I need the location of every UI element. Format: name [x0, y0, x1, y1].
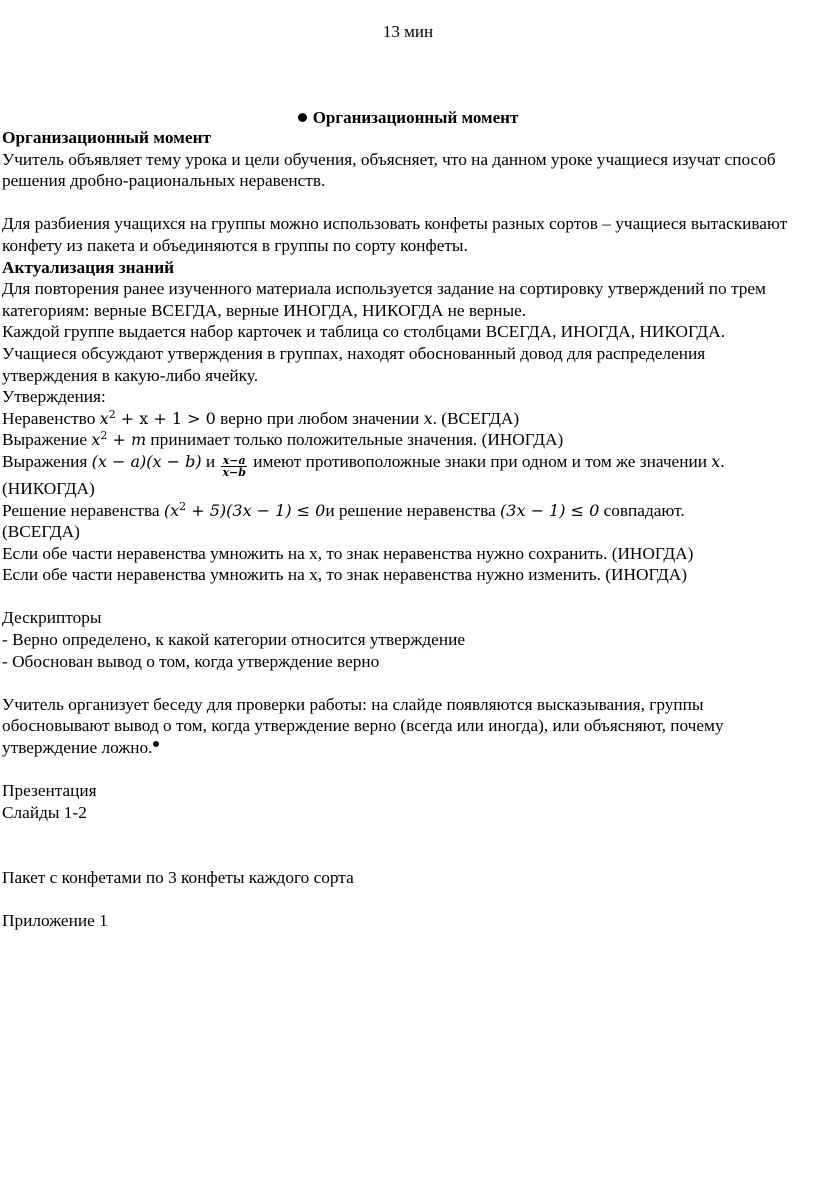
fraction: $\frac{x-a}{x-b}$ — [222, 453, 246, 479]
resource-candy-bag: Пакет с конфетами по 3 конфеты каждого сорта — [2, 867, 354, 887]
statement-3-category: (НИКОГДА) — [2, 478, 95, 498]
resource-slides: Слайды 1-2 — [2, 802, 87, 822]
statements-label: Утверждения: — [2, 387, 106, 407]
statement-4: Решение неравенства $(x^2 + 5)(3x - 1) \le 0и$ решение неравенства (3x − 1) ≤ 0 совпадают. — [2, 499, 685, 520]
knowledge-paragraph-2: Каждой группе выдается набор карточек и таблица со столбцами ВСЕГДА, ИНОГДА, НИКОГДА. — [2, 322, 726, 342]
resource-presentation: Презентация — [2, 781, 97, 801]
descriptors-label: Дескрипторы — [2, 608, 102, 628]
org-paragraph: Учитель объявляет тему урока и цели обучения, объясняет, что на данном уроке учащиеся изучат способ решения дробно-рациональных неравенств. — [2, 149, 776, 191]
groups-paragraph: Для разбиения учащихся на группы можно использовать конфеты разных сортов – учащиеся вытаскивают конфету из пакета и объединяются в группы по сорту конфеты. — [2, 214, 788, 255]
statement-3: Выражения (x − a)(x − b) и $\frac{x-a}{x-b}$ имеют противоположные знаки при одном и том же значении x. — [2, 451, 725, 479]
section-heading-text: Организационный момент — [312, 108, 519, 127]
descriptor-item: - Обоснован вывод о том, когда утверждение верно — [2, 651, 380, 671]
descriptor-item: - Верно определено, к какой категории относится утверждение — [2, 630, 465, 650]
statement-6: Если обе части неравенства умножить на х, то знак неравенства нужно изменить. (ИНОГДА) — [2, 565, 687, 585]
org-heading: Организационный момент — [2, 128, 212, 147]
bullet-icon — [153, 741, 159, 747]
bullet-icon — [298, 113, 307, 122]
knowledge-paragraph-3: Учащиеся обсуждают утверждения в группах, находят обоснованный довод для распределения утверждения в какую-либо ячейку. — [2, 343, 706, 385]
knowledge-paragraph-1: Для повторения ранее изученного материала используется задание на сортировку утверждений по трем категориям: верные ВСЕГДА, верные ИНОГДА, НИКОГДА не верные. — [2, 279, 766, 320]
statement-5: Если обе части неравенства умножить на х, то знак неравенства нужно сохранить. (ИНОГДА) — [2, 543, 694, 563]
discussion-paragraph: Учитель организует беседу для проверки работы: на слайде появляются высказывания, группы обосновывают вывод о том, когда утверждение верно (всегда или иногда), или объясняют, почему утверждение ложно. — [2, 694, 724, 758]
knowledge-heading: Актуализация знаний — [2, 257, 175, 277]
lesson-duration: 13 мин — [382, 22, 434, 41]
lesson-body — [2, 127, 798, 931]
statement-1: Неравенство $x^2 + x + 1 > 0$ верно при любом значении x. (ВСЕГДА) — [2, 407, 520, 428]
statement-2: Выражение $x^2 + m$ принимает только положительные значения. (ИНОГДА) — [2, 429, 564, 450]
resource-appendix: Приложение 1 — [2, 910, 108, 930]
statement-4-category: (ВСЕГДА) — [2, 522, 80, 542]
